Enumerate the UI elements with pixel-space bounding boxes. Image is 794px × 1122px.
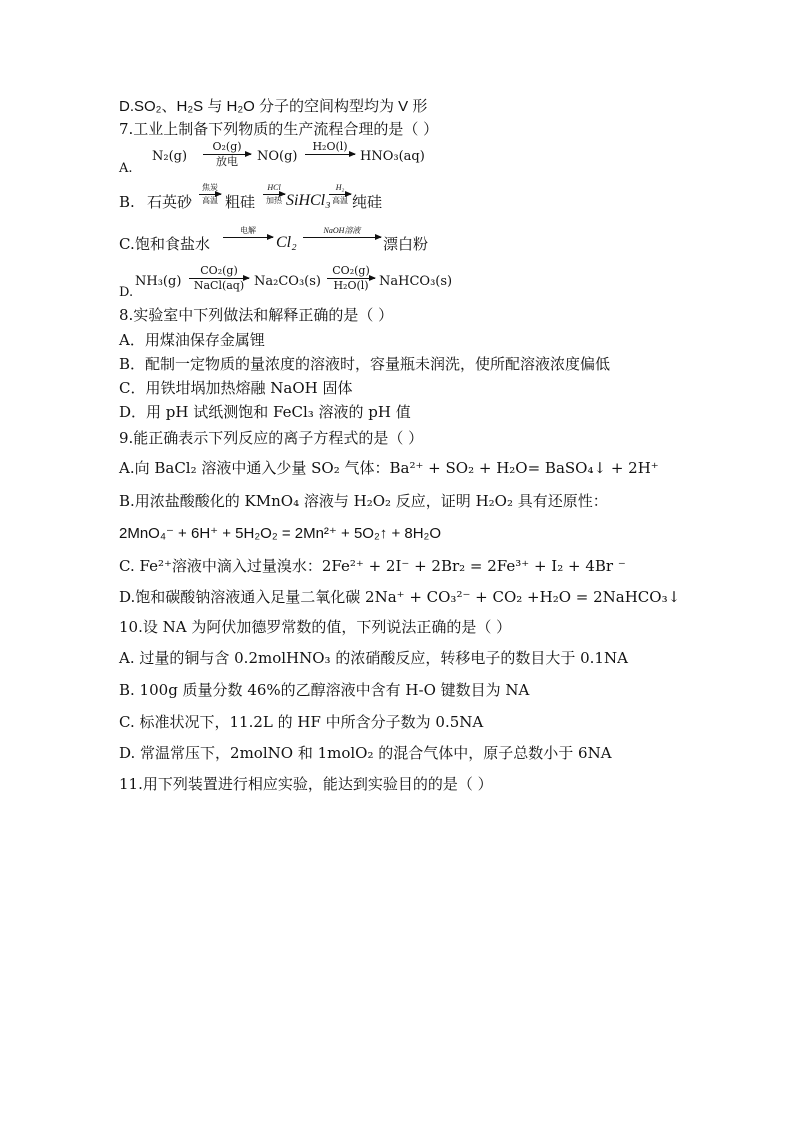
q9-option-b-equation: 2MnO₄⁻ + 6H⁺ + 5H₂O₂ = 2Mn²⁺ + 5O₂↑ + 8H₂O [119, 525, 442, 542]
q7-c-label: C. [119, 235, 135, 253]
q7-c-arrow-2: NaOH溶液 [303, 226, 381, 249]
q7-d-label: D. [119, 285, 134, 300]
q9-option-c: C. Fe²⁺溶液中滴入过量溴水：2Fe²⁺ + 2I⁻ + 2Br₂ = 2Fe³⁺ + I₂ + 4Br ⁻ [119, 557, 626, 575]
q8-option-d: D．用 pH 试纸测饱和 FeCl₃ 溶液的 pH 值 [119, 403, 411, 421]
q6-option-d: D.SO₂、H₂S 与 H₂O 分子的空间构型均为 V 形 [119, 98, 428, 115]
q7-c-species-1: 饱和食盐水 [135, 235, 211, 253]
q7-d-species-3: NaHCO₃(s) [379, 274, 453, 289]
q10-option-c: C. 标准状况下，11.2L 的 HF 中所含分子数为 0.5NA [119, 713, 484, 731]
q8-stem: 8.实验室中下列做法和解释正确的是（ ） [119, 306, 394, 324]
q7-b-arrow-1: 焦炭 高温 [199, 183, 221, 206]
q7-b-species-4: 纯硅 [352, 193, 383, 211]
q7-c-arrow-1: 电解 [223, 226, 273, 249]
q7-a-species-1: N₂(g) [152, 149, 188, 164]
q8-option-c: C．用铁坩埚加热熔融 NaOH 固体 [119, 379, 353, 397]
q7-d-species-2: Na₂CO₃(s) [254, 274, 321, 289]
q7-stem: 7.工业上制备下列物质的生产流程合理的是（ ） [119, 120, 439, 138]
q7-d-species-1: NH₃(g) [135, 274, 182, 289]
q7-b-species-2: 粗硅 [225, 193, 256, 211]
q7-a-arrow-1: O₂(g) 放电 [203, 141, 251, 168]
q9-stem: 9.能正确表示下列反应的离子方程式的是（ ） [119, 429, 424, 447]
q7-b-species-1: 石英砂 [147, 193, 193, 211]
q9-option-d: D.饱和碳酸钠溶液通入足量二氧化碳 2Na⁺ + CO₃²⁻ + CO₂ +H₂O = 2NaHCO₃↓ [119, 588, 681, 606]
q10-option-d: D. 常温常压下，2molNO 和 1molO₂ 的混合气体中，原子总数小于 6NA [119, 744, 612, 762]
q7-b-label: B. [119, 193, 135, 211]
q11-stem: 11.用下列装置进行相应实验，能达到实验目的的是（ ） [119, 775, 493, 793]
q10-option-a: A. 过量的铜与含 0.2molHNO₃ 的浓硝酸反应，转移电子的数目大于 0.1NA [119, 649, 628, 667]
q7-a-species-3: HNO₃(aq) [360, 149, 425, 164]
q7-b-arrow-2: HCl 加热 [263, 183, 285, 206]
q7-d-arrow-2: CO₂(g) H₂O(l) [327, 265, 375, 292]
q10-option-b: B. 100g 质量分数 46%的乙醇溶液中含有 H-O 键数目为 NA [119, 681, 530, 699]
q8-option-a: A．用煤油保存金属锂 [119, 331, 265, 349]
q8-option-b: B．配制一定物质的量浓度的溶液时，容量瓶未润洗，使所配溶液浓度偏低 [119, 355, 611, 373]
q9-option-a: A.向 BaCl₂ 溶液中通入少量 SO₂ 气体：Ba²⁺ + SO₂ + H₂O= BaSO₄↓ + 2H⁺ [119, 459, 659, 477]
q7-b-species-3: SiHCl₃ [286, 192, 331, 209]
q7-c-species-3: 漂白粉 [383, 235, 429, 253]
q7-a-species-2: NO(g) [257, 149, 298, 164]
q7-a-arrow-2: H₂O(l) [305, 141, 355, 168]
q9-option-b: B.用浓盐酸酸化的 KMnO₄ 溶液与 H₂O₂ 反应，证明 H₂O₂ 具有还原性： [119, 492, 608, 510]
q7-d-arrow-1: CO₂(g) NaCl(aq) [189, 265, 249, 292]
q10-stem: 10.设 NA 为阿伏加德罗常数的值，下列说法正确的是（ ） [119, 618, 512, 636]
q7-b-arrow-3: H₂ 高温 [329, 183, 351, 206]
q7-a-label: A. [119, 161, 133, 176]
q7-c-species-2: Cl₂ [276, 234, 297, 251]
